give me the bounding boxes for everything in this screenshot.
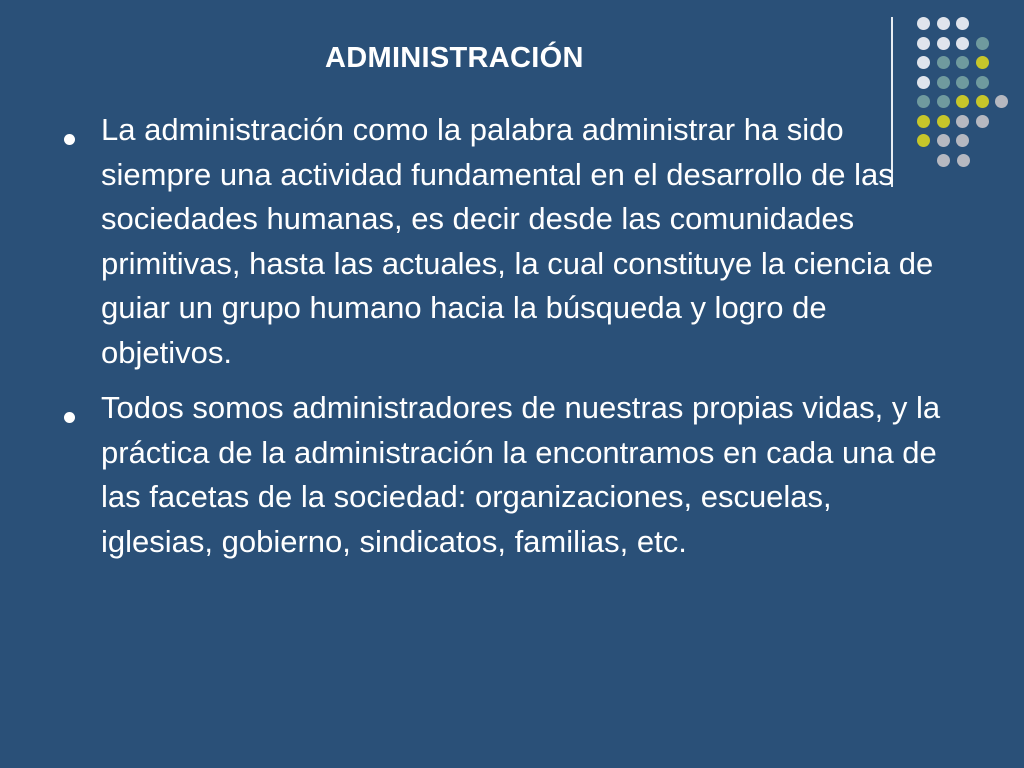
decorative-dot bbox=[937, 76, 950, 89]
decorative-dot bbox=[976, 37, 989, 50]
decorative-dot bbox=[956, 95, 969, 108]
decorative-dot bbox=[956, 56, 969, 69]
decorative-dot bbox=[937, 37, 950, 50]
decorative-dot bbox=[956, 17, 969, 30]
decorative-dot bbox=[937, 95, 950, 108]
bullet-item bbox=[62, 108, 942, 375]
bullet-icon bbox=[64, 134, 75, 145]
slide-title: ADMINISTRACIÓN bbox=[325, 42, 584, 74]
decorative-dot bbox=[956, 134, 969, 147]
decorative-dot bbox=[937, 56, 950, 69]
decorative-dot bbox=[976, 56, 989, 69]
decorative-dot bbox=[956, 115, 969, 128]
decorative-dot bbox=[917, 17, 930, 30]
decorative-dot bbox=[956, 37, 969, 50]
slide-body bbox=[62, 108, 942, 575]
decorative-dot bbox=[976, 115, 989, 128]
bullet-text: Todos somos administradores de nuestras propias vidas, y la práctica de la administración la encontramos en cada una de las facetas de la sociedad: organizaciones, escuelas, iglesias, gobierno, sindicatos, familias, etc. bbox=[101, 390, 941, 559]
decorative-dot bbox=[917, 95, 930, 108]
bullet-item bbox=[62, 386, 942, 564]
bullet-text: La administración como la palabra administrar ha sido siempre una actividad fundamental en el desarrollo de las sociedades humanas, es decir desde las comunidades primitivas, hasta las actuales, la cual constituye la ciencia de guiar un grupo humano hacia la búsqueda y logro de objetivos. bbox=[101, 112, 934, 370]
decorative-dot bbox=[995, 95, 1008, 108]
decorative-dot bbox=[917, 56, 930, 69]
bullet-icon bbox=[64, 412, 75, 423]
decorative-dot bbox=[917, 76, 930, 89]
decorative-dot bbox=[976, 76, 989, 89]
decorative-dot bbox=[976, 95, 989, 108]
decorative-dot bbox=[957, 154, 970, 167]
decorative-dot bbox=[937, 17, 950, 30]
decorative-dot bbox=[956, 76, 969, 89]
decorative-dot bbox=[917, 37, 930, 50]
